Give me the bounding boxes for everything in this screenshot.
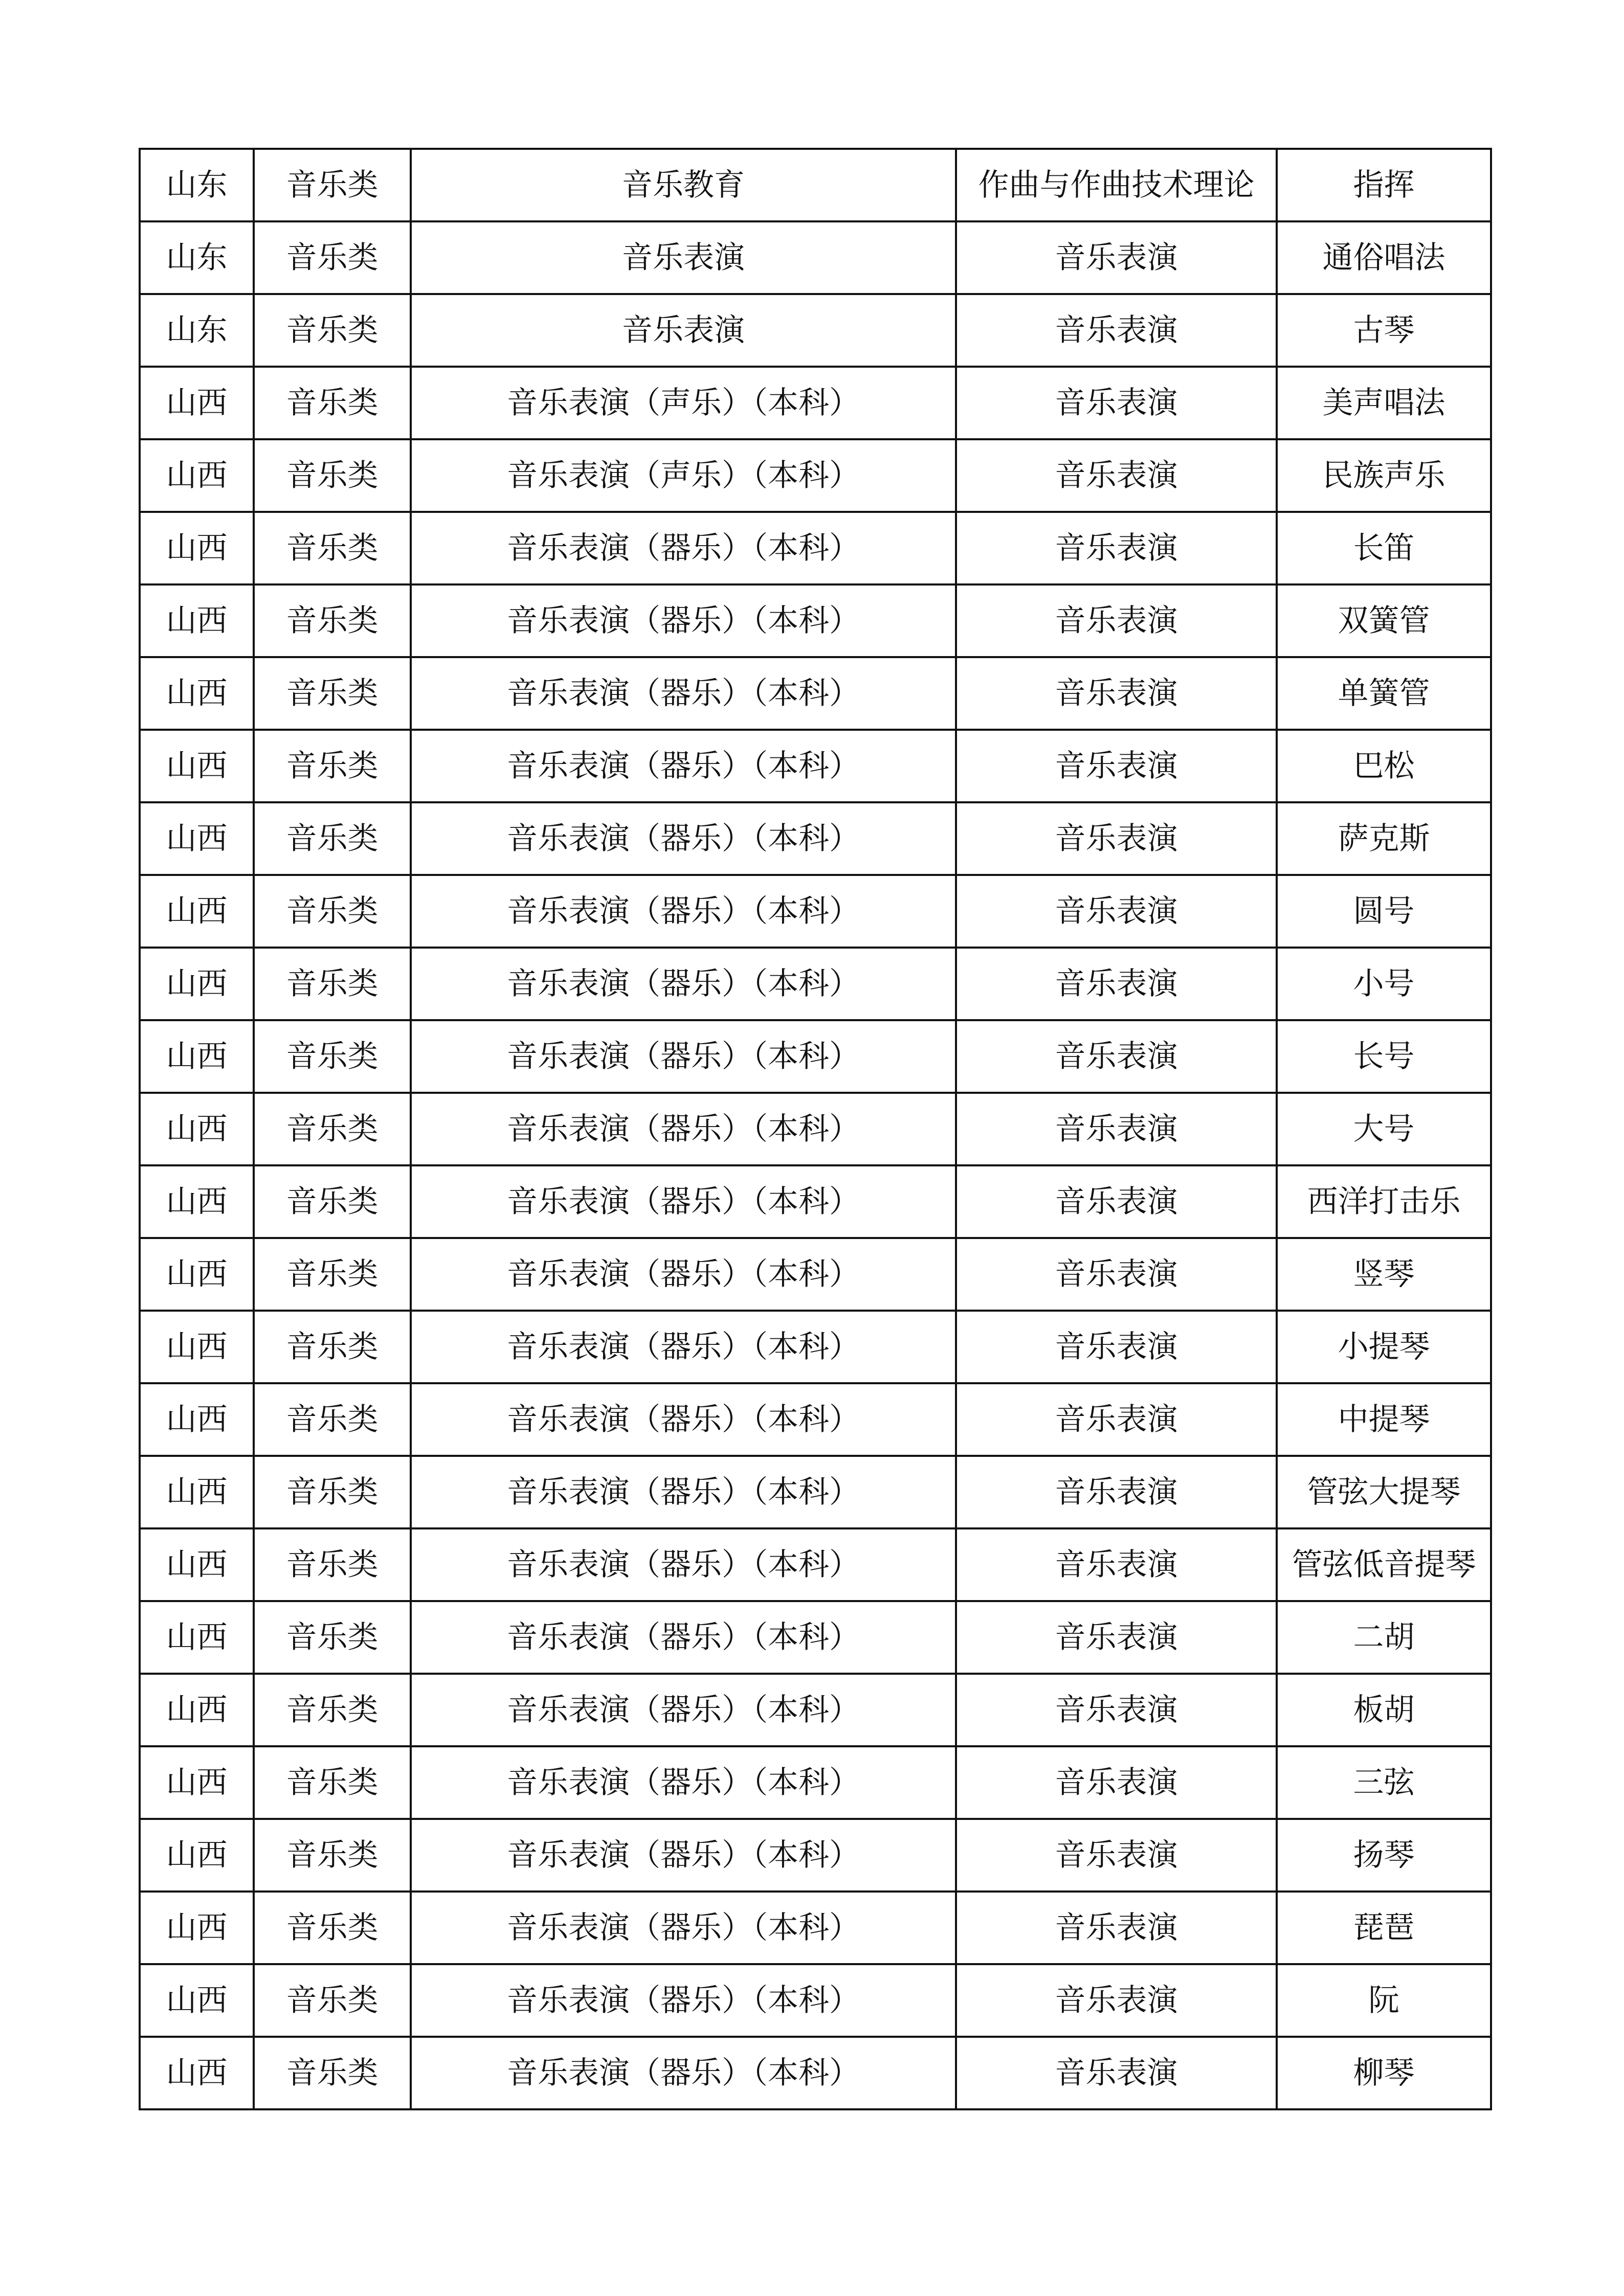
subject-cell: 琵琶	[1277, 1892, 1491, 1964]
exam-major-cell: 音乐表演	[956, 2037, 1277, 2109]
subject-cell: 圆号	[1277, 875, 1491, 948]
table-row	[140, 1746, 1491, 1819]
category-cell: 音乐类	[254, 948, 411, 1020]
exam-major-cell: 作曲与作曲技术理论	[956, 149, 1277, 221]
table-row	[140, 149, 1491, 221]
province-cell: 山西	[140, 657, 254, 730]
major-cell: 音乐表演（器乐）（本科）	[411, 1020, 956, 1093]
table-row	[140, 512, 1491, 584]
subject-cell: 扬琴	[1277, 1819, 1491, 1892]
table-row	[140, 1819, 1491, 1892]
subject-cell: 巴松	[1277, 730, 1491, 802]
table-row	[140, 1892, 1491, 1964]
category-cell: 音乐类	[254, 1964, 411, 2037]
category-cell: 音乐类	[254, 1311, 411, 1383]
table-row	[140, 294, 1491, 367]
major-cell: 音乐表演（器乐）（本科）	[411, 948, 956, 1020]
category-cell: 音乐类	[254, 2037, 411, 2109]
exam-major-cell: 音乐表演	[956, 439, 1277, 512]
exam-major-cell: 音乐表演	[956, 1383, 1277, 1456]
subject-cell: 长笛	[1277, 512, 1491, 584]
province-cell: 山西	[140, 730, 254, 802]
major-cell: 音乐表演（器乐）（本科）	[411, 1819, 956, 1892]
province-cell: 山西	[140, 1674, 254, 1746]
table-row	[140, 1964, 1491, 2037]
province-cell: 山西	[140, 1601, 254, 1674]
major-cell: 音乐表演（声乐）（本科）	[411, 439, 956, 512]
exam-major-cell: 音乐表演	[956, 730, 1277, 802]
province-cell: 山西	[140, 1238, 254, 1311]
major-cell: 音乐表演（器乐）（本科）	[411, 1311, 956, 1383]
table-row	[140, 948, 1491, 1020]
subject-cell: 大号	[1277, 1093, 1491, 1165]
province-cell: 山西	[140, 1892, 254, 1964]
major-cell: 音乐表演（器乐）（本科）	[411, 1383, 956, 1456]
category-cell: 音乐类	[254, 439, 411, 512]
category-cell: 音乐类	[254, 512, 411, 584]
province-cell: 山西	[140, 439, 254, 512]
exam-major-cell: 音乐表演	[956, 1819, 1277, 1892]
major-cell: 音乐表演（器乐）（本科）	[411, 512, 956, 584]
province-cell: 山西	[140, 367, 254, 439]
province-cell: 山西	[140, 1964, 254, 2037]
major-cell: 音乐表演（器乐）（本科）	[411, 1528, 956, 1601]
exam-major-cell: 音乐表演	[956, 1238, 1277, 1311]
major-cell: 音乐表演（器乐）（本科）	[411, 802, 956, 875]
table-row	[140, 730, 1491, 802]
table-row	[140, 1456, 1491, 1528]
province-cell: 山西	[140, 1456, 254, 1528]
table-row	[140, 1674, 1491, 1746]
province-cell: 山西	[140, 1020, 254, 1093]
table-row	[140, 1093, 1491, 1165]
subject-cell: 指挥	[1277, 149, 1491, 221]
exam-major-cell: 音乐表演	[956, 1093, 1277, 1165]
table-row	[140, 802, 1491, 875]
subject-cell: 通俗唱法	[1277, 221, 1491, 294]
exam-major-cell: 音乐表演	[956, 1311, 1277, 1383]
province-cell: 山西	[140, 584, 254, 657]
table-row	[140, 1020, 1491, 1093]
category-cell: 音乐类	[254, 1674, 411, 1746]
exam-major-cell: 音乐表演	[956, 948, 1277, 1020]
subject-cell: 中提琴	[1277, 1383, 1491, 1456]
major-cell: 音乐表演（器乐）（本科）	[411, 2037, 956, 2109]
province-cell: 山西	[140, 948, 254, 1020]
subject-cell: 柳琴	[1277, 2037, 1491, 2109]
category-cell: 音乐类	[254, 1238, 411, 1311]
table-row	[140, 1238, 1491, 1311]
data-table	[139, 148, 1492, 2110]
subject-cell: 管弦大提琴	[1277, 1456, 1491, 1528]
major-cell: 音乐表演（声乐）（本科）	[411, 367, 956, 439]
table-row	[140, 2037, 1491, 2109]
table-row	[140, 1383, 1491, 1456]
category-cell: 音乐类	[254, 1383, 411, 1456]
province-cell: 山西	[140, 875, 254, 948]
table-row	[140, 1601, 1491, 1674]
major-cell: 音乐表演（器乐）（本科）	[411, 657, 956, 730]
subject-cell: 单簧管	[1277, 657, 1491, 730]
category-cell: 音乐类	[254, 1746, 411, 1819]
table-row	[140, 584, 1491, 657]
category-cell: 音乐类	[254, 730, 411, 802]
category-cell: 音乐类	[254, 294, 411, 367]
exam-major-cell: 音乐表演	[956, 1165, 1277, 1238]
major-cell: 音乐表演（器乐）（本科）	[411, 1746, 956, 1819]
category-cell: 音乐类	[254, 875, 411, 948]
table-row	[140, 221, 1491, 294]
major-cell: 音乐教育	[411, 149, 956, 221]
major-cell: 音乐表演（器乐）（本科）	[411, 730, 956, 802]
exam-major-cell: 音乐表演	[956, 1528, 1277, 1601]
exam-major-cell: 音乐表演	[956, 1964, 1277, 2037]
major-cell: 音乐表演（器乐）（本科）	[411, 1674, 956, 1746]
subject-cell: 竖琴	[1277, 1238, 1491, 1311]
exam-major-cell: 音乐表演	[956, 1456, 1277, 1528]
province-cell: 山西	[140, 2037, 254, 2109]
major-cell: 音乐表演（器乐）（本科）	[411, 1601, 956, 1674]
province-cell: 山西	[140, 512, 254, 584]
exam-major-cell: 音乐表演	[956, 294, 1277, 367]
exam-major-cell: 音乐表演	[956, 1601, 1277, 1674]
major-cell: 音乐表演（器乐）（本科）	[411, 584, 956, 657]
exam-major-cell: 音乐表演	[956, 584, 1277, 657]
subject-cell: 小提琴	[1277, 1311, 1491, 1383]
category-cell: 音乐类	[254, 584, 411, 657]
category-cell: 音乐类	[254, 1601, 411, 1674]
exam-major-cell: 音乐表演	[956, 1892, 1277, 1964]
province-cell: 山东	[140, 294, 254, 367]
category-cell: 音乐类	[254, 149, 411, 221]
category-cell: 音乐类	[254, 802, 411, 875]
subject-cell: 二胡	[1277, 1601, 1491, 1674]
subject-cell: 古琴	[1277, 294, 1491, 367]
province-cell: 山东	[140, 221, 254, 294]
major-cell: 音乐表演（器乐）（本科）	[411, 1964, 956, 2037]
subject-cell: 双簧管	[1277, 584, 1491, 657]
major-cell: 音乐表演（器乐）（本科）	[411, 1892, 956, 1964]
table-row	[140, 439, 1491, 512]
exam-major-cell: 音乐表演	[956, 1746, 1277, 1819]
subject-cell: 小号	[1277, 948, 1491, 1020]
category-cell: 音乐类	[254, 1093, 411, 1165]
table-row	[140, 1165, 1491, 1238]
province-cell: 山西	[140, 1165, 254, 1238]
table-row	[140, 657, 1491, 730]
table-body	[140, 149, 1491, 2109]
subject-cell: 长号	[1277, 1020, 1491, 1093]
category-cell: 音乐类	[254, 221, 411, 294]
major-cell: 音乐表演（器乐）（本科）	[411, 875, 956, 948]
province-cell: 山西	[140, 1093, 254, 1165]
exam-major-cell: 音乐表演	[956, 1020, 1277, 1093]
subject-cell: 阮	[1277, 1964, 1491, 2037]
subject-cell: 民族声乐	[1277, 439, 1491, 512]
exam-major-cell: 音乐表演	[956, 657, 1277, 730]
province-cell: 山东	[140, 149, 254, 221]
exam-major-cell: 音乐表演	[956, 1674, 1277, 1746]
table-row	[140, 875, 1491, 948]
major-cell: 音乐表演	[411, 294, 956, 367]
exam-major-cell: 音乐表演	[956, 875, 1277, 948]
exam-major-cell: 音乐表演	[956, 512, 1277, 584]
major-cell: 音乐表演（器乐）（本科）	[411, 1165, 956, 1238]
table-row	[140, 1311, 1491, 1383]
subject-cell: 三弦	[1277, 1746, 1491, 1819]
subject-cell: 萨克斯	[1277, 802, 1491, 875]
province-cell: 山西	[140, 1311, 254, 1383]
major-cell: 音乐表演（器乐）（本科）	[411, 1093, 956, 1165]
category-cell: 音乐类	[254, 367, 411, 439]
major-cell: 音乐表演（器乐）（本科）	[411, 1238, 956, 1311]
subject-cell: 板胡	[1277, 1674, 1491, 1746]
category-cell: 音乐类	[254, 1165, 411, 1238]
province-cell: 山西	[140, 1746, 254, 1819]
category-cell: 音乐类	[254, 1020, 411, 1093]
category-cell: 音乐类	[254, 1819, 411, 1892]
category-cell: 音乐类	[254, 657, 411, 730]
province-cell: 山西	[140, 1383, 254, 1456]
major-cell: 音乐表演	[411, 221, 956, 294]
exam-major-cell: 音乐表演	[956, 221, 1277, 294]
exam-major-cell: 音乐表演	[956, 802, 1277, 875]
subject-cell: 管弦低音提琴	[1277, 1528, 1491, 1601]
province-cell: 山西	[140, 1819, 254, 1892]
category-cell: 音乐类	[254, 1528, 411, 1601]
major-cell: 音乐表演（器乐）（本科）	[411, 1456, 956, 1528]
province-cell: 山西	[140, 802, 254, 875]
table-row	[140, 1528, 1491, 1601]
exam-major-cell: 音乐表演	[956, 367, 1277, 439]
category-cell: 音乐类	[254, 1892, 411, 1964]
table-row	[140, 367, 1491, 439]
subject-cell: 美声唱法	[1277, 367, 1491, 439]
province-cell: 山西	[140, 1528, 254, 1601]
subject-cell: 西洋打击乐	[1277, 1165, 1491, 1238]
category-cell: 音乐类	[254, 1456, 411, 1528]
